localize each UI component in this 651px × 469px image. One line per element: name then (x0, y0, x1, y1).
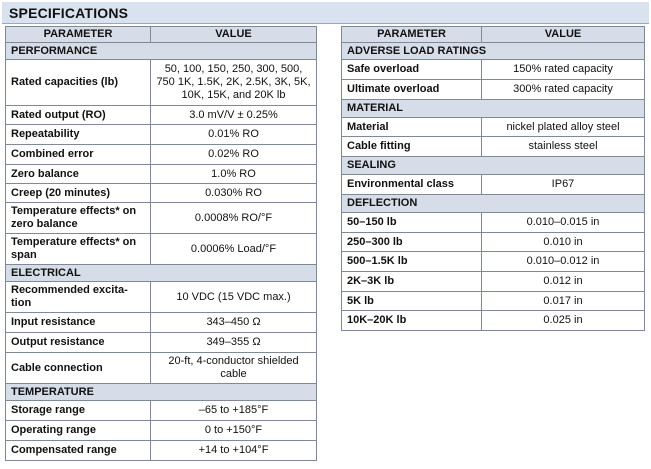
param-cell: Compensated range (6, 441, 151, 461)
section-deflection: DEFLECTION (342, 195, 645, 213)
value-cell: +14 to +104°F (151, 441, 317, 461)
value-cell: IP67 (482, 175, 645, 195)
value-cell: 50, 100, 150, 250, 300, 500, 750 1K, 1.5K, 2K, 2.5K, 3K, 5K, 10K, 15K, and 20K lb (151, 60, 317, 106)
param-cell: Storage range (6, 401, 151, 421)
title-bar (2, 2, 649, 24)
param-cell: Zero balance (6, 165, 151, 184)
param-cell: 50–150 lb (342, 213, 482, 233)
param-cell: Temperature effects* on span (6, 234, 151, 265)
value-cell: 0.017 in (482, 292, 645, 311)
param-cell: Combined error (6, 145, 151, 165)
param-cell: Environmental class (342, 175, 482, 195)
param-cell: Input resistance (6, 313, 151, 333)
value-cell: 349–355 Ω (151, 333, 317, 353)
left-header-value: VALUE (151, 27, 317, 43)
param-cell: Recommended excita-tion (6, 282, 151, 313)
param-cell: Safe overload (342, 60, 482, 80)
param-cell: Repeatability (6, 125, 151, 145)
param-cell: Creep (20 minutes) (6, 184, 151, 203)
value-cell: 0.02% RO (151, 145, 317, 165)
param-cell: 500–1.5K lb (342, 252, 482, 272)
param-cell: Rated capacities (lb) (6, 60, 151, 106)
value-cell: –65 to +185°F (151, 401, 317, 421)
value-cell: 0.025 in (482, 311, 645, 331)
value-cell: 0.01% RO (151, 125, 317, 145)
value-cell: 20-ft, 4-conductor shielded cable (151, 353, 317, 384)
value-cell: 343–450 Ω (151, 313, 317, 333)
param-cell: Temperature effects* on zero balance (6, 203, 151, 234)
value-cell: 300% rated capacity (482, 80, 645, 100)
value-cell: 1.0% RO (151, 165, 317, 184)
param-cell: Material (342, 118, 482, 137)
value-cell: 3.0 mV/V ± 0.25% (151, 106, 317, 125)
page-title: SPECIFICATIONS (9, 5, 129, 21)
param-cell: 2K–3K lb (342, 272, 482, 292)
value-cell: 0.0006% Load/°F (151, 234, 317, 265)
value-cell: 0.010–0.015 in (482, 213, 645, 233)
value-cell: stainless steel (482, 137, 645, 157)
param-cell: Cable connection (6, 353, 151, 384)
value-cell: 10 VDC (15 VDC max.) (151, 282, 317, 313)
left-spec-table (5, 26, 317, 461)
param-cell: Ultimate overload (342, 80, 482, 100)
param-cell: Output resistance (6, 333, 151, 353)
right-spec-table (341, 26, 645, 331)
right-header-value: VALUE (482, 27, 645, 43)
value-cell: 0.030% RO (151, 184, 317, 203)
value-cell: 0 to +150°F (151, 421, 317, 441)
left-header-parameter: PARAMETER (6, 27, 151, 43)
param-cell: 5K lb (342, 292, 482, 311)
param-cell: Rated output (RO) (6, 106, 151, 125)
value-cell: 0.010 in (482, 233, 645, 252)
value-cell: 150% rated capacity (482, 60, 645, 80)
right-header-parameter: PARAMETER (342, 27, 482, 43)
value-cell: nickel plated alloy steel (482, 118, 645, 137)
section-electrical: ELECTRICAL (6, 265, 317, 282)
param-cell: Cable fitting (342, 137, 482, 157)
value-cell: 0.012 in (482, 272, 645, 292)
section-adverse-load-ratings: ADVERSE LOAD RATINGS (342, 43, 645, 60)
section-performance: PERFORMANCE (6, 43, 317, 60)
param-cell: Operating range (6, 421, 151, 441)
section-temperature: TEMPERATURE (6, 384, 317, 401)
value-cell: 0.010–0.012 in (482, 252, 645, 272)
section-sealing: SEALING (342, 157, 645, 175)
section-material: MATERIAL (342, 100, 645, 118)
value-cell: 0.0008% RO/°F (151, 203, 317, 234)
param-cell: 250–300 lb (342, 233, 482, 252)
param-cell: 10K–20K lb (342, 311, 482, 331)
